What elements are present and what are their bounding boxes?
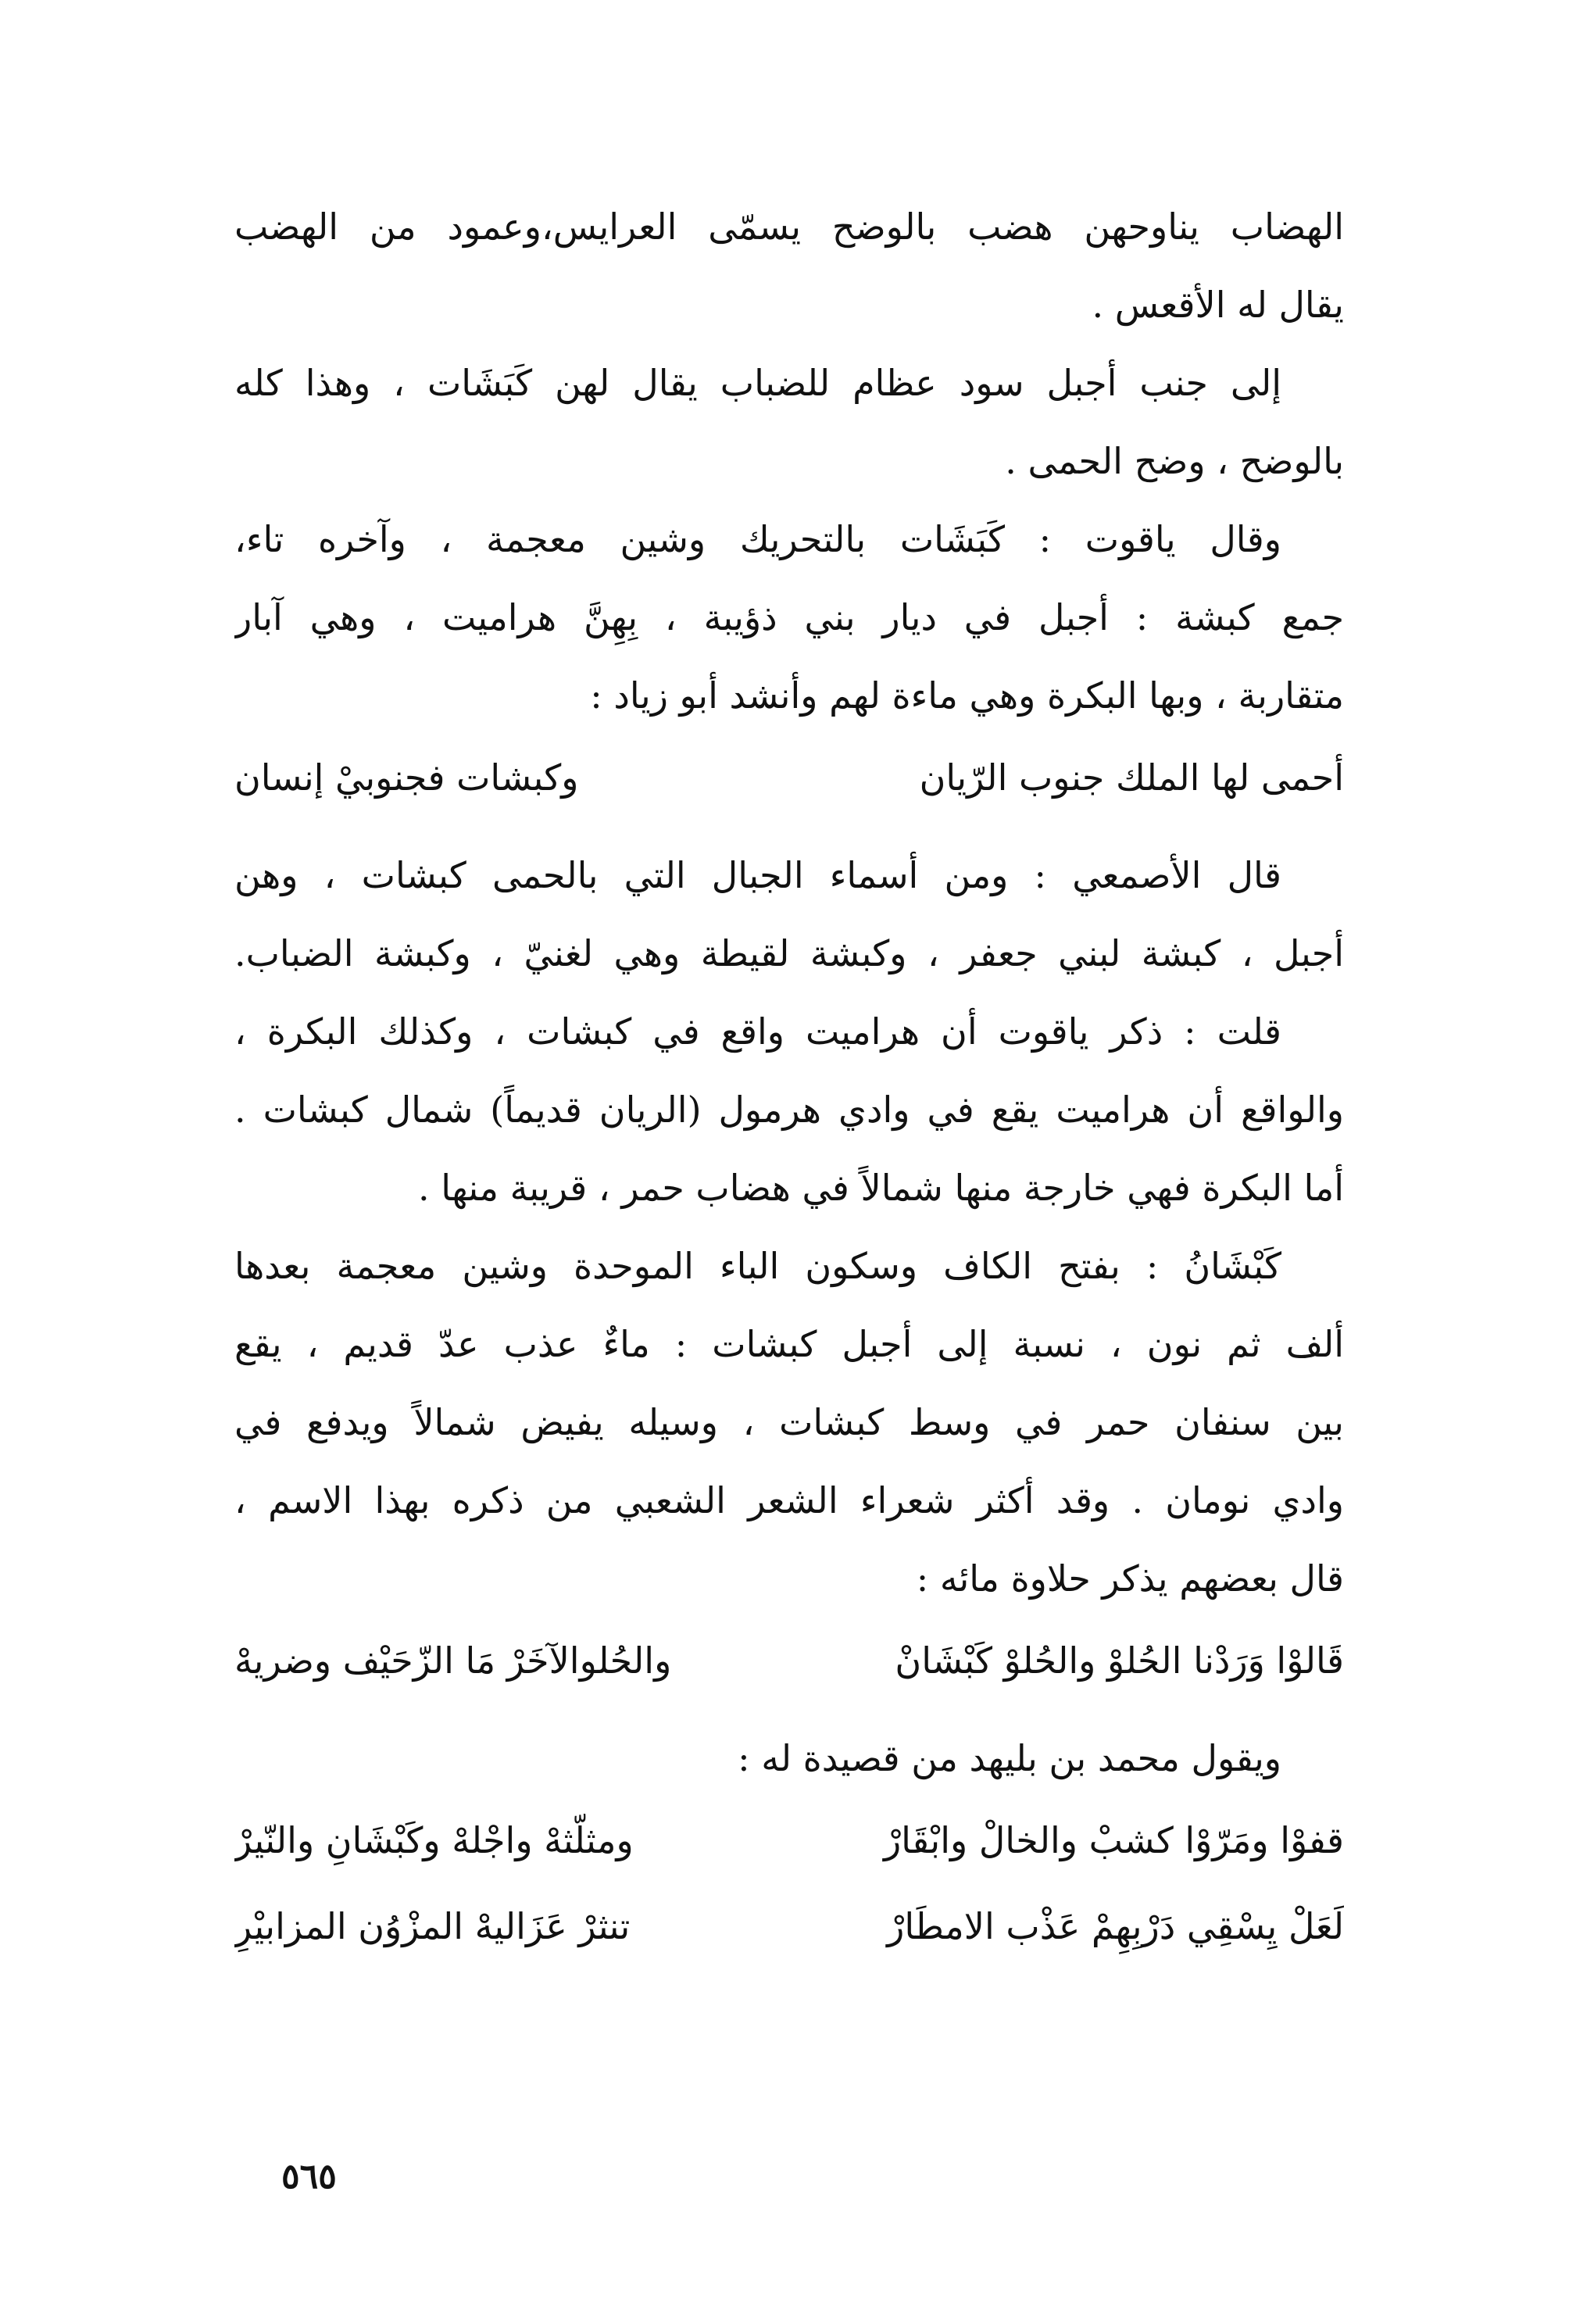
poem-verse <box>234 1797 1344 1883</box>
verse-first-hemistich: أحمى لها الملك جنوب الرّيان <box>919 756 1344 799</box>
verse-second-hemistich: ومثلّثهْ واجْلهْ وكَبْشَانِ والنّيرْ <box>234 1819 634 1861</box>
poem-verse <box>234 1618 1344 1704</box>
text-line: وادي نومان . وقد أكثر شعراء الشعر الشعبي من ذكره بهذا الاسم ، <box>234 1479 1344 1521</box>
text-line: قال بعضهم يذكر حلاوة مائه : <box>916 1557 1344 1600</box>
text-line: قال الأصمعي : ومن أسماء الجبال التي بالحمى كبشات ، وهن <box>234 854 1281 896</box>
poem-verse <box>234 735 1344 821</box>
page-number: ٥٦٥ <box>281 2157 337 2197</box>
verse-second-hemistich: والحُلوالآخَرْ مَا الزّحَيْف وضريهْ <box>234 1639 672 1682</box>
text-line: متقاربة ، وبها البكرة وهي ماءة لهم وأنشد أبو زياد : <box>590 674 1344 717</box>
verse-second-hemistich: تنثرْ عَزَاليهْ المزْوُن المزابيْرِ <box>234 1905 631 1947</box>
document-page <box>234 188 1344 1969</box>
text-line: يقال له الأقعس . <box>1092 284 1344 326</box>
text-line: كَبْشَانُ : بفتح الكاف وسكون الباء الموحدة وشين معجمة بعدها <box>234 1245 1281 1287</box>
text-line: أجبل ، كبشة لبني جعفر ، وكبشة لقيطة وهي لغنيّ ، وكبشة الضباب. <box>234 932 1344 974</box>
text-line: الهضاب يناوحهن هضب بالوضح يسمّى العرايس،وعمود من الهضب <box>234 206 1344 248</box>
text-line: قلت : ذكر ياقوت أن هراميت واقع في كبشات ، وكذلك البكرة ، <box>234 1010 1281 1053</box>
text-line: جمع كبشة : أجبل في ديار بني ذؤيبة ، بِهِنَّ هراميت ، وهي آبار <box>234 596 1344 638</box>
text-line: بين سنفان حمر في وسط كبشات ، وسيله يفيض شمالاً ويدفع في <box>234 1401 1344 1443</box>
text-line: بالوضح ، وضح الحمى . <box>1005 440 1344 482</box>
verse-second-hemistich: وكبشات فجنوبيْ إنسان <box>234 756 579 799</box>
text-line: والواقع أن هراميت يقع في وادي هرمول (الريان قديماً) شمال كبشات . <box>234 1089 1344 1131</box>
text-line: ويقول محمد بن بليهد من قصيدة له : <box>738 1737 1281 1779</box>
verse-first-hemistich: لَعَلْ يِسْقِي دَرْبِهِمْ عَذْب الامطَارْ <box>887 1905 1344 1947</box>
text-line: إلى جنب أجبل سود عظام للضباب يقال لهن كَبَشَات ، وهذا كله <box>234 362 1281 404</box>
poem-verse <box>234 1883 1344 1969</box>
text-line: أما البكرة فهي خارجة منها شمالاً في هضاب حمر ، قريبة منها . <box>417 1167 1344 1209</box>
text-line: وقال ياقوت : كَبَشَات بالتحريك وشين معجمة ، وآخره تاء، <box>234 518 1281 560</box>
text-line: ألف ثم نون ، نسبة إلى أجبل كبشات : ماءٌ عذب عدّ قديم ، يقع <box>234 1323 1344 1365</box>
verse-first-hemistich: قَالوْا وَرَدْنا الحُلوْ والحُلوْ كَبْشَانْ <box>895 1639 1344 1682</box>
verse-first-hemistich: قفوْا ومَرّوْا كشبْ والخالْ وابْقَارْ <box>883 1819 1344 1861</box>
